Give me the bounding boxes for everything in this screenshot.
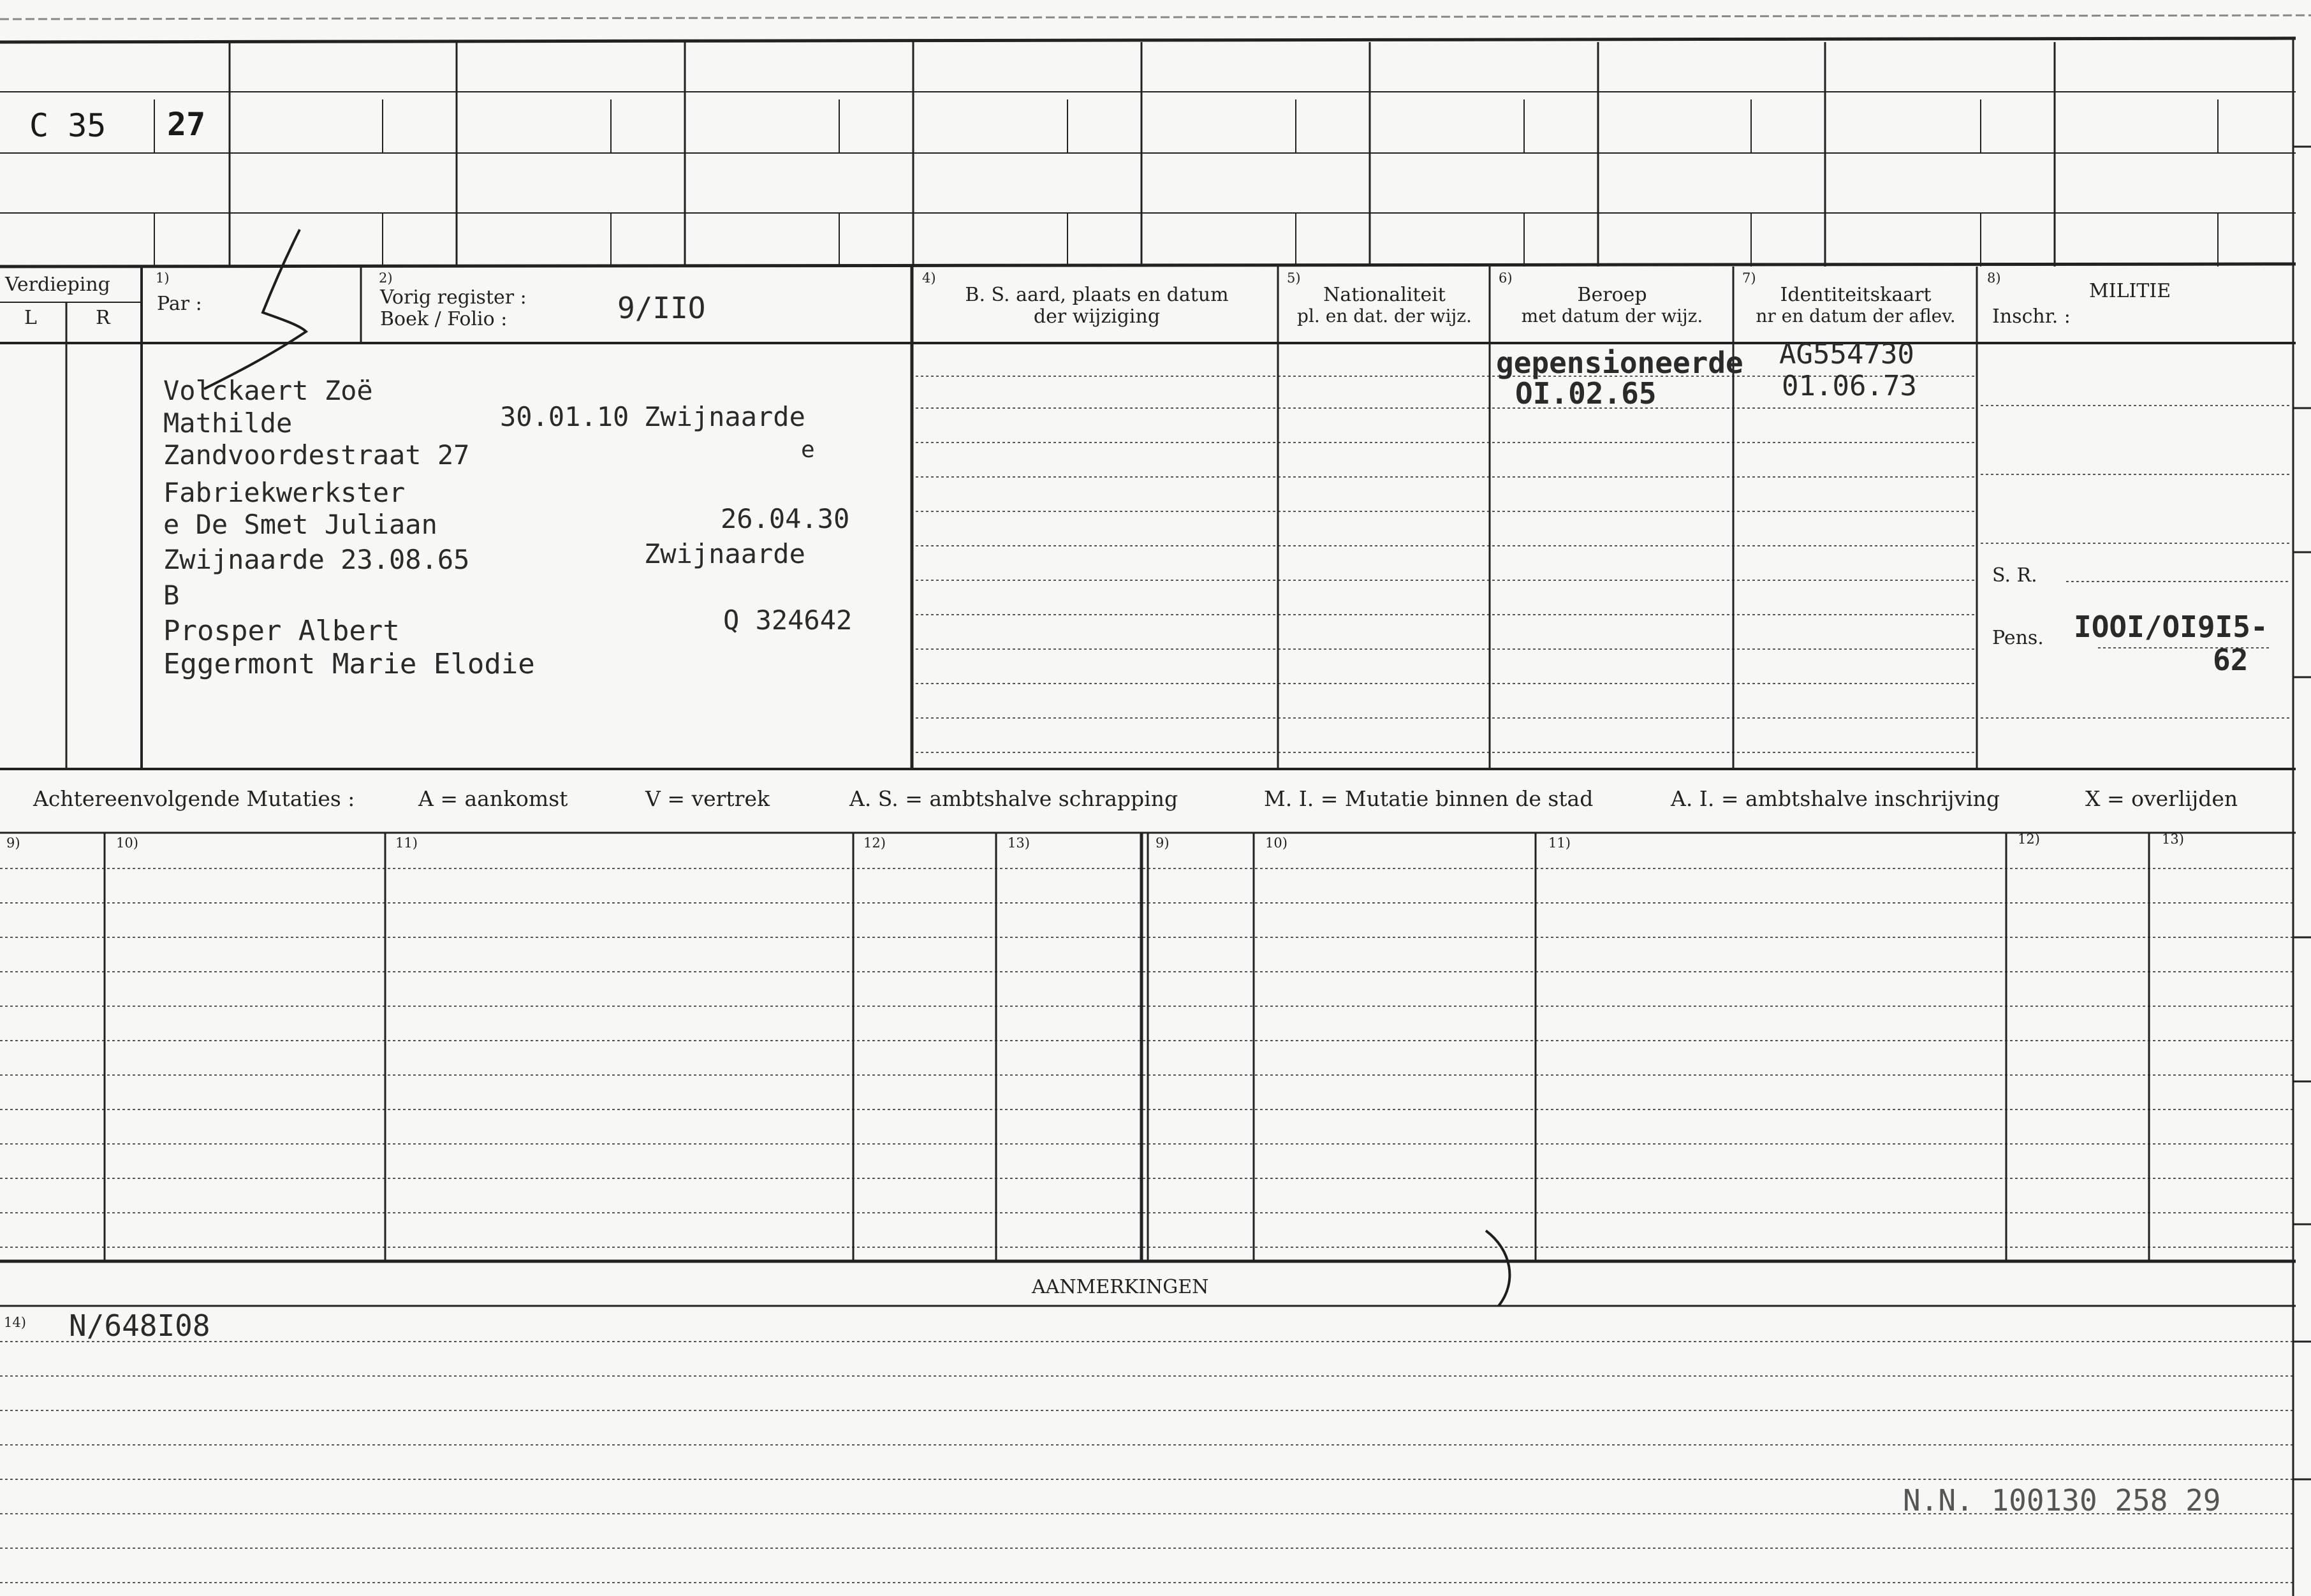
address: Zandvoordestraat 27 <box>163 439 470 471</box>
birth-place: Zwijnaarde <box>644 401 805 432</box>
nat-header-line1: Nationaliteit <box>1323 284 1446 306</box>
pens-value: IOOI/OI9I5- <box>2074 610 2268 644</box>
boek-folio-label: Boek / Folio : <box>380 308 508 330</box>
mut-col-11: 11) <box>395 835 418 851</box>
col-l-label: L <box>24 307 37 329</box>
col-r-label: R <box>96 307 110 329</box>
mut-col-12b: 12) <box>2018 831 2040 847</box>
aanmerkingen-note: N/648I08 <box>69 1308 210 1343</box>
boek-folio-value: 9/IIO <box>617 291 706 325</box>
field-number-8: 8) <box>1987 270 2001 286</box>
inschr-label: Inschr. : <box>1992 305 2071 328</box>
field-number-14: 14) <box>4 1315 26 1330</box>
beroep-header-line1: Beroep <box>1577 284 1647 306</box>
person-firstname: Mathilde <box>163 407 293 439</box>
spouse: e De Smet Juliaan <box>163 509 437 540</box>
pens-value-line2: 62 <box>2213 643 2249 677</box>
field-number-5: 5) <box>1287 270 1301 286</box>
reference-code: Q 324642 <box>723 604 853 636</box>
record-code: C 35 <box>29 107 106 144</box>
record-number: 27 <box>167 106 206 143</box>
field-number-7: 7) <box>1742 270 1756 286</box>
beroep-header-line2: met datum der wijz. <box>1521 305 1703 326</box>
occupation: Fabriekwerkster <box>163 477 406 508</box>
mut-col-13: 13) <box>1008 835 1030 851</box>
id-card-number: AG554730 <box>1779 338 1914 370</box>
birth-date: 30.01.10 <box>500 401 629 432</box>
verdieping-label: Verdieping <box>5 274 110 296</box>
mut-col-10b: 10) <box>1265 835 1288 851</box>
mutatie-binnen-stad: M. I. = Mutatie binnen de stad <box>1264 786 1594 811</box>
handwritten-mark <box>204 230 306 389</box>
mutatie-overlijden: X = overlijden <box>2085 786 2238 811</box>
mutatie-ambtshalve-schrapping: A. S. = ambtshalve schrapping <box>849 786 1178 811</box>
spouse-date: 26.04.30 <box>721 503 850 534</box>
bs-header-line1: B. S. aard, plaats en datum <box>965 284 1229 306</box>
beroep-date: OI.02.65 <box>1515 376 1657 411</box>
mutatie-vertrek: V = vertrek <box>645 786 770 811</box>
address-suffix: e <box>801 437 815 463</box>
marriage-place-date: Zwijnaarde 23.08.65 <box>163 544 470 575</box>
bs-header-line2: der wijziging <box>1033 305 1161 328</box>
field-number-6: 6) <box>1499 270 1513 286</box>
militie-header: MILITIE <box>2089 280 2171 302</box>
field-number-1: 1) <box>156 270 170 286</box>
mut-col-11b: 11) <box>1548 835 1571 851</box>
mutatie-ambtshalve-inschrijving: A. I. = ambtshalve inschrijving <box>1671 786 2000 811</box>
field-number-2: 2) <box>379 270 393 286</box>
mut-col-12: 12) <box>863 835 886 851</box>
field-number-4: 4) <box>922 270 936 286</box>
mut-col-9b: 9) <box>1156 835 1170 851</box>
vorig-register-label: Vorig register : <box>380 286 527 309</box>
status-letter: B <box>163 580 180 611</box>
mutaties-title: Achtereenvolgende Mutaties : <box>33 786 355 811</box>
mut-col-10: 10) <box>116 835 138 851</box>
id-card-date: 01.06.73 <box>1782 370 1917 402</box>
pens-label: Pens. <box>1992 627 2044 649</box>
father-name: Prosper Albert <box>163 615 400 647</box>
person-surname: Volckaert Zoë <box>163 375 373 406</box>
mutatie-aankomst: A = aankomst <box>418 786 568 811</box>
marriage-place: Zwijnaarde <box>644 538 805 569</box>
id-header-line2: nr en datum der aflev. <box>1756 305 1956 326</box>
mut-col-13b: 13) <box>2162 831 2184 847</box>
beroep-value: gepensioneerde <box>1496 346 1743 380</box>
id-header-line1: Identiteitskaart <box>1780 284 1932 306</box>
aanmerkingen-title: AANMERKINGEN <box>1032 1276 1209 1298</box>
bracket-mark <box>1486 1231 1509 1306</box>
mut-col-9: 9) <box>6 835 20 851</box>
mother-name: Eggermont Marie Elodie <box>163 648 535 680</box>
sr-label: S. R. <box>1992 564 2037 587</box>
national-number: N.N. 100130 258 29 <box>1903 1483 2221 1518</box>
nat-header-line2: pl. en dat. der wijz. <box>1297 305 1472 326</box>
par-label: Par : <box>157 293 202 315</box>
